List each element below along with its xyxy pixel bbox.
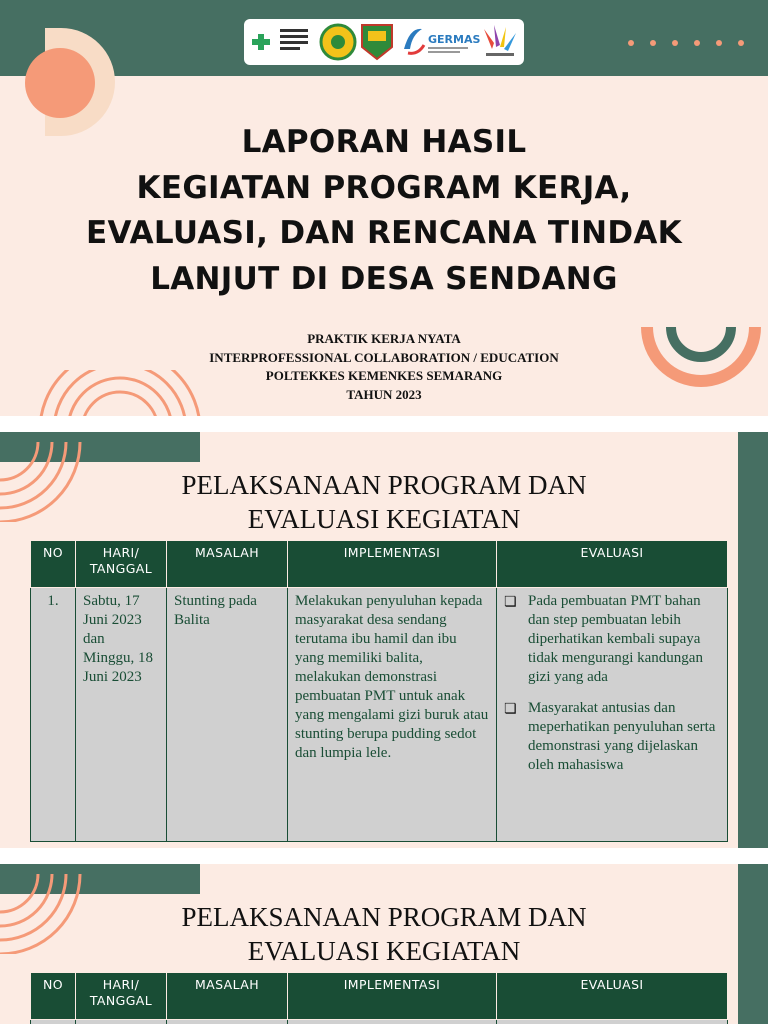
header-no: NO (31, 541, 76, 588)
cell-no: 1. (31, 588, 76, 842)
report-title (20, 120, 748, 302)
poltekkes-logo (484, 25, 516, 56)
section-title (110, 468, 658, 536)
header-implementasi: IMPLEMENTASI (288, 541, 497, 588)
header-evaluasi: EVALUASI (497, 541, 728, 588)
table-row (31, 588, 728, 842)
header-tanggal-line: TANGGAL (89, 561, 153, 576)
section-title-line: EVALUASI KEGIATAN (247, 504, 521, 534)
cell-evaluasi (497, 588, 728, 842)
section-title-line: EVALUASI KEGIATAN (247, 936, 521, 966)
header-masalah: MASALAH (167, 973, 288, 1020)
title-line: KEGIATAN PROGRAM KERJA, (136, 169, 632, 206)
table-row (31, 1020, 728, 1024)
subtitle-line: TAHUN 2023 (346, 386, 422, 402)
right-bar (738, 432, 768, 848)
section-title-line: PELAKSANAAN PROGRAM DAN (181, 470, 587, 500)
title-line: LAPORAN HASIL (241, 124, 527, 160)
header-hari-tanggal (76, 541, 167, 588)
cell-masalah: Stunting pada Balita (167, 588, 288, 842)
subtitle-line: PRAKTIK KERJA NYATA (307, 331, 461, 346)
header-implementasi: IMPLEMENTASI (288, 973, 497, 1020)
table-header-row (31, 541, 728, 588)
evaluation-table (30, 972, 728, 1024)
subtitle-line: INTERPROFESSIONAL COLLABORATION / EDUCATION (209, 349, 559, 365)
table-header-row (31, 973, 728, 1020)
header-evaluasi: EVALUASI (497, 973, 728, 1020)
provincial-seal-logo (321, 25, 355, 59)
subtitle-line: POLTEKKES KEMENKES SEMARANG (265, 368, 503, 383)
evaluation-table-slide-continued (0, 864, 768, 1024)
semicircle-arc-decoration (641, 327, 761, 389)
germas-logo (404, 29, 480, 54)
header-tanggal-line: TANGGAL (89, 993, 153, 1008)
header-hari-line: HARI/ (102, 545, 140, 560)
corner-arcs-decoration (0, 432, 90, 522)
evaluation-text: Pada pembuatan PMT bahan dan step pembuatan lebih diperhatikan kembali supaya tidak mengurangi kandungan gizi yang ada (528, 593, 703, 685)
header-no: NO (31, 973, 76, 1020)
peach-circle-decoration (25, 48, 95, 118)
section-title-line: PELAKSANAAN PROGRAM DAN (181, 902, 587, 932)
title-line: LANJUT DI DESA SENDANG (150, 260, 618, 297)
section-title (110, 900, 658, 968)
corner-arcs-decoration (0, 864, 90, 954)
evaluation-table (30, 540, 728, 842)
kemenkes-logo (252, 29, 308, 50)
header-masalah: MASALAH (167, 541, 288, 588)
svg-text:GERMAS: GERMAS (428, 33, 481, 46)
header-hari-tanggal (76, 973, 167, 1020)
title-line: EVALUASI, DAN RENCANA TINDAK (85, 215, 683, 251)
right-bar (738, 864, 768, 1024)
cell-tanggal: Sabtu, 17 Juni 2023 dan Minggu, 18 Juni 2023 (76, 588, 167, 842)
evaluation-point (504, 699, 720, 775)
regency-seal-logo (362, 25, 392, 59)
evaluation-point (504, 592, 720, 687)
partner-logos-strip (244, 19, 524, 65)
cell-implementasi: Melakukan penyuluhan kepada masyarakat desa sendang terutama ibu hamil dan ibu yang memiliki balita, melakukan demonstrasi pembuatan PMT untuk anak yang mengalami gizi buruk atau stunting berupa pudding sedot dan lumpia lele. (288, 588, 497, 842)
checkbox-bullet-icon: ❏ (504, 594, 517, 610)
dot-row-decoration (628, 40, 748, 48)
evaluation-text: Masyarakat antusias dan meperhatikan penyuluhan serta demonstrasi yang dijelaskan oleh mahasiswa (528, 700, 716, 773)
header-hari-line: HARI/ (102, 977, 140, 992)
checkbox-bullet-icon: ❏ (504, 701, 517, 717)
title-slide (0, 0, 768, 416)
evaluation-table-slide (0, 432, 768, 848)
concentric-arcs-decoration (20, 370, 220, 416)
